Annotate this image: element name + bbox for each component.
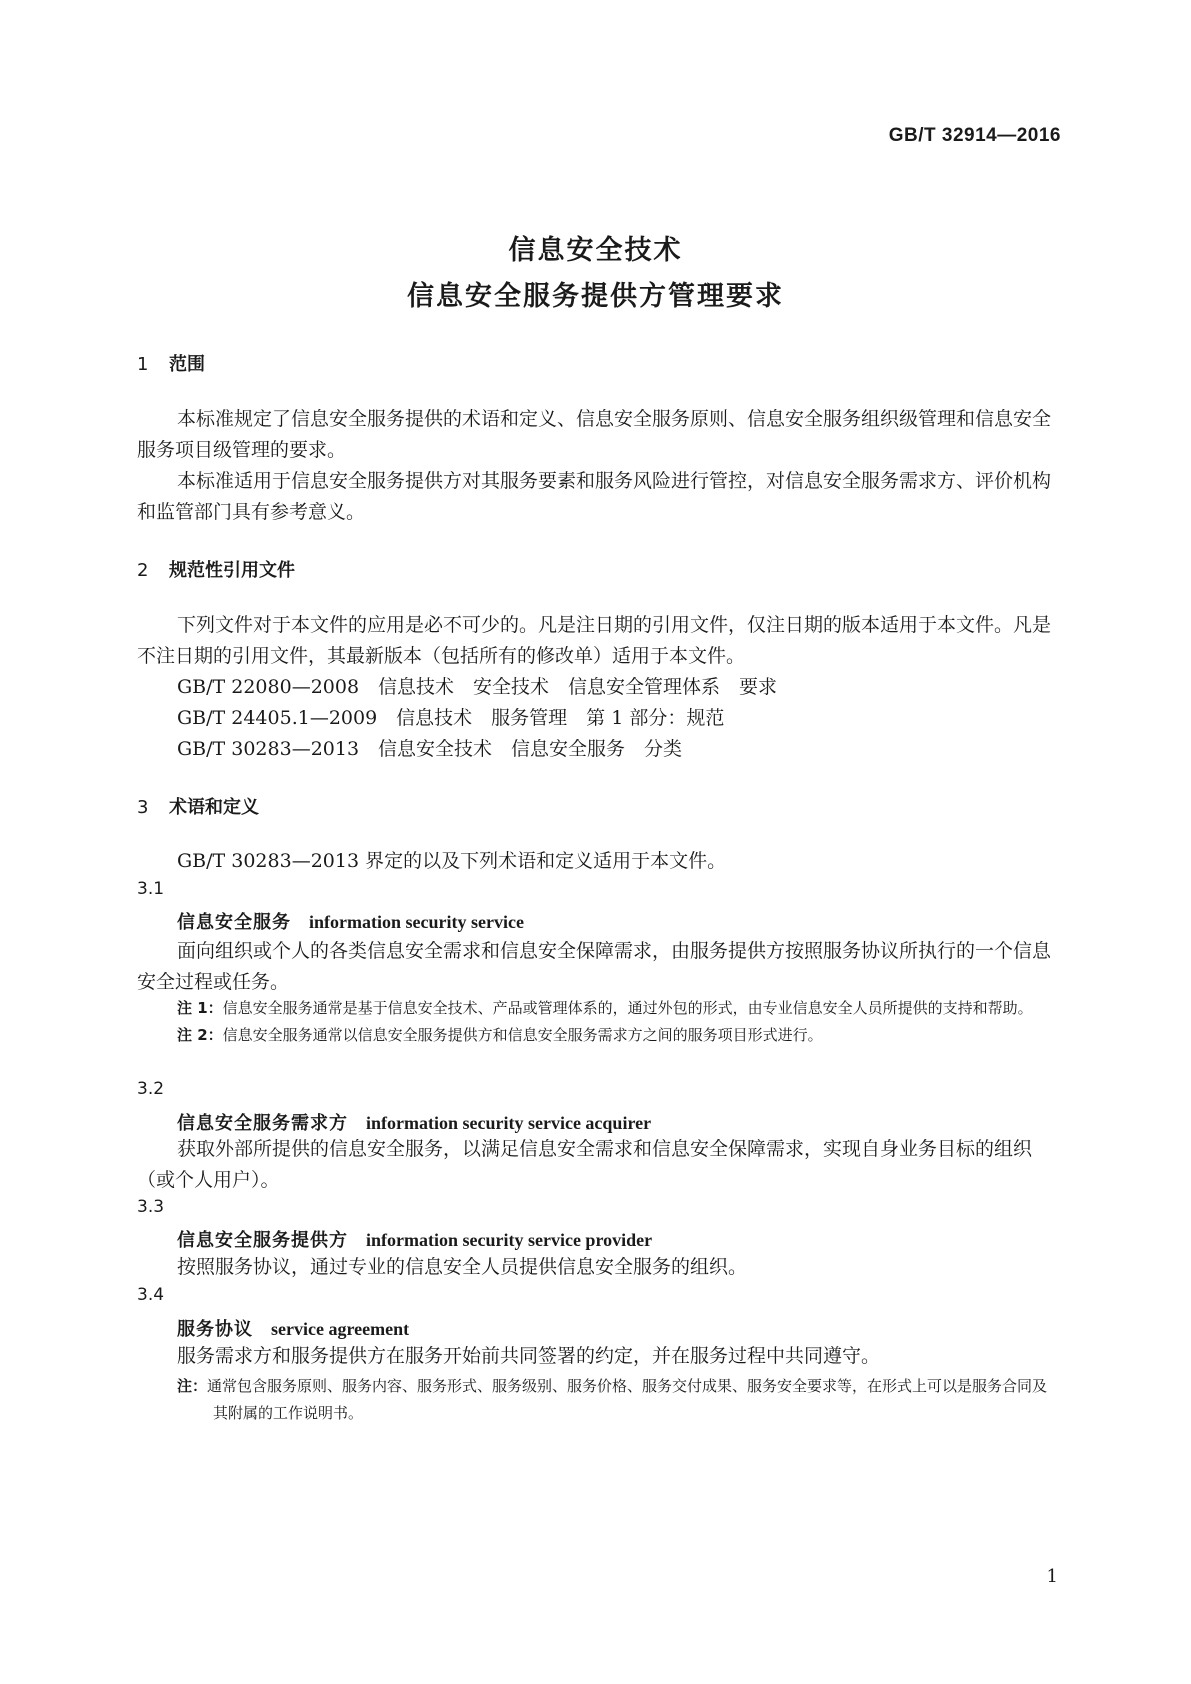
note	[137, 1373, 1057, 1427]
note	[137, 1022, 1057, 1049]
term-notes	[137, 995, 1057, 1049]
section-title: 规范性引用文件	[169, 560, 295, 581]
term-heading	[137, 1109, 1097, 1135]
section-number: 2	[137, 560, 149, 581]
title-line-2: 信息安全服务提供方管理要求	[407, 281, 784, 312]
term-heading	[137, 908, 1097, 934]
term-heading	[137, 1315, 1097, 1341]
term-zh: 服务协议	[177, 1319, 253, 1340]
term-number: 3.3	[137, 1197, 165, 1217]
note-label: 注：	[177, 1377, 208, 1395]
note-label: 注 1：	[177, 999, 223, 1017]
note-text: 通常包含服务原则、服务内容、服务形式、服务级别、服务价格、服务交付成果、服务安全要求等，在形式上可以是服务合同及其附属的工作说明书。	[207, 1377, 1048, 1422]
note	[137, 995, 1057, 1022]
title-line-1: 信息安全技术	[508, 235, 683, 266]
definition-text: 获取外部所提供的信息安全服务，以满足信息安全需求和信息安全保障需求，实现自身业务目标的组织（或个人用户）。	[137, 1138, 1033, 1191]
term-definition	[137, 1252, 1057, 1283]
paragraph: 本标准规定了信息安全服务提供的术语和定义、信息安全服务原则、信息安全服务组织级管理和信息安全服务项目级管理的要求。	[137, 408, 1052, 461]
paragraph: 本标准适用于信息安全服务提供方对其服务要素和服务风险进行管控，对信息安全服务需求方、评价机构和监管部门具有参考意义。	[137, 470, 1052, 523]
term-number: 3.1	[137, 879, 165, 899]
term-zh: 信息安全服务提供方	[177, 1230, 348, 1251]
note-text: 信息安全服务通常以信息安全服务提供方和信息安全服务需求方之间的服务项目形式进行。	[222, 1026, 823, 1044]
note-text: 信息安全服务通常是基于信息安全技术、产品或管理体系的，通过外包的形式，由专业信息安全人员所提供的支持和帮助。	[222, 999, 1033, 1017]
term-definition	[137, 1134, 1057, 1196]
term-notes	[137, 1373, 1057, 1427]
section-2-heading	[137, 556, 1057, 582]
definition-text: 面向组织或个人的各类信息安全需求和信息安全保障需求，由服务提供方按照服务协议所执行的一个信息安全过程或任务。	[137, 940, 1052, 993]
section-2-body	[137, 610, 1057, 765]
page-number: 1	[1046, 1566, 1058, 1587]
term-zh: 信息安全服务需求方	[177, 1113, 348, 1134]
term-en: information security service	[309, 912, 524, 932]
section-1-body	[137, 404, 1057, 528]
reference-item: GB/T 22080—2008 信息技术 安全技术 信息安全管理体系 要求	[177, 676, 778, 698]
document-title	[0, 228, 1191, 320]
definition-text: 按照服务协议，通过专业的信息安全人员提供信息安全服务的组织。	[177, 1256, 748, 1278]
section-number: 1	[137, 354, 149, 375]
term-number: 3.4	[137, 1285, 165, 1305]
term-en: service agreement	[271, 1319, 410, 1339]
term-en: information security service provider	[366, 1230, 653, 1250]
term-zh: 信息安全服务	[177, 912, 291, 933]
term-definition	[137, 1341, 1057, 1372]
section-number: 3	[137, 797, 149, 818]
standard-code: GB/T 32914—2016	[888, 125, 1061, 146]
term-en: information security service acquirer	[366, 1113, 652, 1133]
section-1-heading	[137, 350, 1057, 376]
section-3-heading	[137, 793, 1057, 819]
note-label: 注 2：	[177, 1026, 223, 1044]
reference-item: GB/T 24405.1—2009 信息技术 服务管理 第 1 部分：规范	[177, 707, 725, 729]
term-definition	[137, 936, 1057, 998]
reference-item: GB/T 30283—2013 信息安全技术 信息安全服务 分类	[177, 738, 683, 760]
definition-text: 服务需求方和服务提供方在服务开始前共同签署的约定，并在服务过程中共同遵守。	[177, 1345, 881, 1367]
paragraph: 下列文件对于本文件的应用是必不可少的。凡是注日期的引用文件，仅注日期的版本适用于本文件。凡是不注日期的引用文件，其最新版本（包括所有的修改单）适用于本文件。	[137, 614, 1052, 667]
term-number: 3.2	[137, 1079, 165, 1099]
section-title: 术语和定义	[169, 797, 259, 818]
section-title: 范围	[169, 354, 205, 375]
section-3-intro: GB/T 30283—2013 界定的以及下列术语和定义适用于本文件。	[177, 850, 727, 872]
term-heading	[137, 1226, 1097, 1252]
